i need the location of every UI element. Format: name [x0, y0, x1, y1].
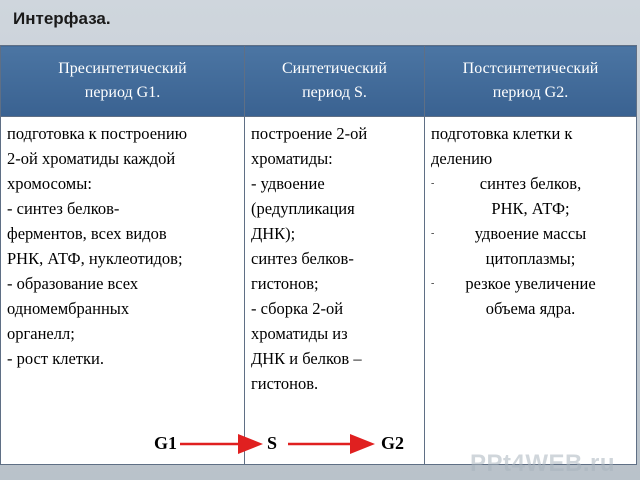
bullet-mark: -	[431, 278, 435, 289]
postsynthetic-description	[425, 117, 637, 465]
presynthetic-description	[1, 117, 245, 465]
bullet-mark: -	[431, 178, 435, 189]
text-line: ДНК);	[251, 224, 296, 243]
header-line: период G1.	[84, 84, 161, 101]
text-line: синтез белков,	[479, 174, 582, 193]
text-line: РНК, АТФ, нуклеотидов;	[7, 249, 183, 268]
text-line: ферментов, всех видов	[7, 224, 167, 243]
body-row	[1, 117, 637, 465]
text-line: - рост клетки.	[7, 349, 104, 368]
text-line: гистонов;	[251, 274, 319, 293]
g2-label: G2	[381, 433, 405, 453]
interphase-table	[0, 45, 637, 465]
header-postsynthetic	[425, 46, 637, 117]
text-line: удвоение массы	[474, 224, 587, 243]
text-line: построение 2-ой	[251, 124, 368, 143]
text-line: подготовка клетки к	[431, 124, 573, 143]
header-presynthetic	[1, 46, 245, 117]
header-line: Пресинтетический	[58, 60, 187, 77]
text-line: - удвоение	[251, 174, 325, 193]
watermark: PPt4WEB.ru	[470, 450, 616, 477]
text-line: делению	[431, 149, 493, 168]
text-line: хроматиды:	[251, 149, 333, 168]
page-title: Интерфаза.	[13, 9, 111, 28]
header-line: Синтетический	[282, 60, 387, 77]
s-label: S	[267, 433, 278, 453]
text-line: объема ядра.	[485, 299, 576, 318]
text-line: гистонов.	[251, 374, 319, 393]
text-line: - сборка 2-ой	[251, 299, 344, 318]
bullet-item	[431, 271, 630, 321]
text-line: хромосомы:	[7, 174, 92, 193]
header-row	[1, 46, 637, 117]
text-line: хроматиды из	[251, 324, 348, 343]
text-line: синтез белков-	[251, 249, 354, 268]
text-line: цитоплазмы;	[485, 249, 576, 268]
text-line: органелл;	[7, 324, 75, 343]
bullet-mark: -	[431, 228, 435, 239]
text-line: РНК, АТФ;	[491, 199, 570, 218]
bullet-item	[431, 221, 630, 271]
text-line: подготовка к построению	[7, 124, 188, 143]
text-line: - синтез белков-	[7, 199, 120, 218]
text-line: одномембранных	[7, 299, 130, 318]
text-line: (редупликация	[251, 199, 355, 218]
synthetic-description	[245, 117, 425, 465]
header-line: период S.	[302, 84, 367, 101]
bullet-item	[431, 171, 630, 221]
text-line: 2-ой хроматиды каждой	[7, 149, 176, 168]
text-line: резкое увеличение	[465, 274, 596, 293]
text-line: ДНК и белков –	[251, 349, 362, 368]
header-line: Постсинтетический	[462, 60, 599, 77]
text-line: - образование всех	[7, 274, 139, 293]
header-synthetic	[245, 46, 425, 117]
g1-label: G1	[154, 433, 178, 453]
header-line: период G2.	[492, 84, 569, 101]
